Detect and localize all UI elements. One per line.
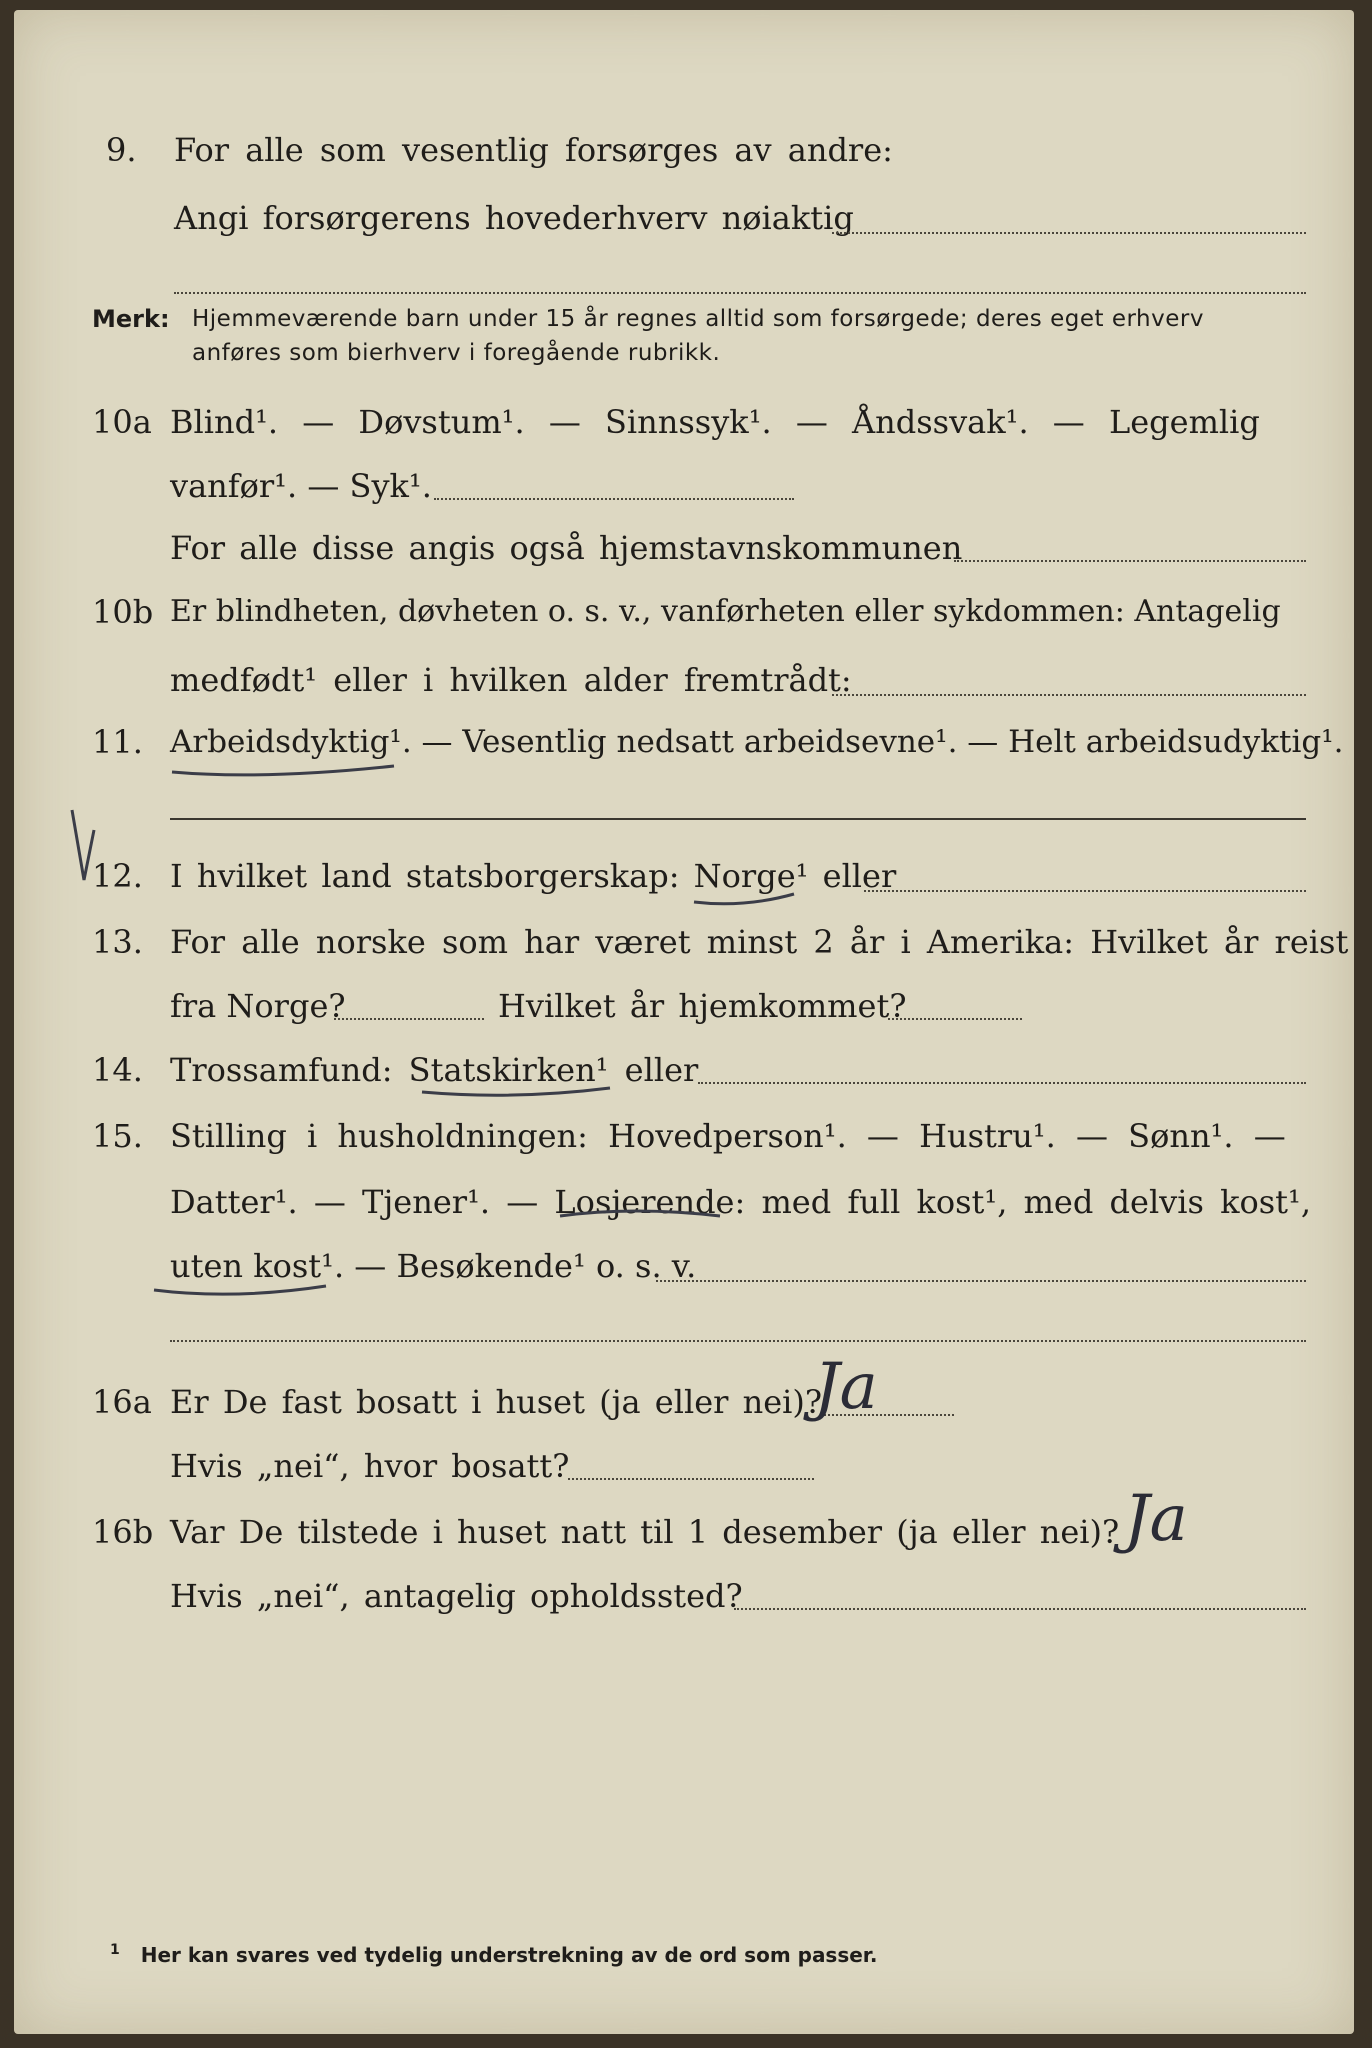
q14-number: 14. bbox=[92, 1051, 143, 1089]
underline-statskirken bbox=[422, 1088, 610, 1095]
q10a-text-line2: vanfør¹. — Syk¹. bbox=[170, 467, 432, 505]
q10b-number: 10b bbox=[92, 593, 154, 631]
q13-text-line2a: fra Norge? bbox=[170, 987, 346, 1025]
q9-text-line2: Angi forsørgerens hovederhverv nøiaktig bbox=[174, 199, 854, 237]
underline-losjerende bbox=[560, 1211, 720, 1216]
q15-text-line3: uten kost¹. — Besøkende¹ o. s. v. bbox=[170, 1247, 697, 1285]
q16a-number: 16a bbox=[92, 1383, 152, 1421]
q16b-number: 16b bbox=[92, 1513, 154, 1551]
q11-text-line1: Arbeidsdyktig¹. — Vesentlig nedsatt arbeidsevne¹. — Helt arbeidsudyktig¹. bbox=[170, 724, 1344, 760]
q10a-text-line1: Blind¹. — Døvstum¹. — Sinnssyk¹. — Åndssvak¹. — Legemlig bbox=[170, 403, 1260, 441]
merk-text-line2: anføres som bierhverv i foregående rubrikk. bbox=[192, 340, 721, 366]
q15-text-line2: Datter¹. — Tjener¹. — Losjerende: med full kost¹, med delvis kost¹, bbox=[170, 1183, 1312, 1221]
underline-uten-kost bbox=[154, 1286, 326, 1294]
q9-number: 9. bbox=[106, 131, 137, 169]
q9-text-line1: For alle som vesentlig forsørges av andre: bbox=[174, 131, 893, 169]
q13-text-line1: For alle norske som har været minst 2 år i Amerika: Hvilket år reist bbox=[170, 923, 1349, 961]
merk-text-line1: Hjemmeværende barn under 15 år regnes alltid som forsørgede; deres eget erhverv bbox=[192, 306, 1204, 332]
q16a-text-line1: Er De fast bosatt i huset (ja eller nei)? bbox=[170, 1383, 823, 1421]
census-form-page bbox=[14, 10, 1354, 2034]
q10a-text-line3: For alle disse angis også hjemstavnskommunen bbox=[170, 529, 963, 567]
q12-text-line1: I hvilket land statsborgerskap: Norge¹ eller bbox=[170, 857, 897, 895]
q15-text-line1: Stilling i husholdningen: Hovedperson¹. — Hustru¹. — Sønn¹. — bbox=[170, 1117, 1286, 1155]
q16b-handwritten-answer: Ja bbox=[1124, 1482, 1188, 1556]
q11-number: 11. bbox=[92, 723, 143, 761]
underline-arbeidsdyktig bbox=[172, 766, 394, 775]
q16a-handwritten-answer: Ja bbox=[814, 1350, 878, 1424]
q15-number: 15. bbox=[92, 1117, 143, 1155]
footnote-mark: 1 bbox=[110, 1942, 120, 1958]
q13-text-line2b: Hvilket år hjemkommet? bbox=[498, 987, 907, 1025]
q14-text-line1: Trossamfund: Statskirken¹ eller bbox=[170, 1051, 699, 1089]
check-mark bbox=[72, 810, 94, 880]
q10a-number: 10a bbox=[92, 403, 152, 441]
q16a-text-line2: Hvis „nei“, hvor bosatt? bbox=[170, 1447, 570, 1485]
merk-label: Merk: bbox=[92, 305, 170, 333]
q13-number: 13. bbox=[92, 923, 143, 961]
q12-number: 12. bbox=[92, 857, 143, 895]
q16b-text-line2: Hvis „nei“, antagelig opholdssted? bbox=[170, 1577, 743, 1615]
q10b-text-line2: medfødt¹ eller i hvilken alder fremtrådt: bbox=[170, 661, 852, 699]
footnote-text: Her kan svares ved tydelig understrekning av de ord som passer. bbox=[140, 1942, 878, 1967]
underline-norge bbox=[694, 894, 794, 904]
q16b-text-line1: Var De tilstede i huset natt til 1 desember (ja eller nei)? bbox=[170, 1513, 1120, 1551]
handwritten-marks bbox=[14, 10, 1354, 2034]
q10b-text-line1: Er blindheten, døvheten o. s. v., vanførheten eller sykdommen: Antagelig bbox=[170, 594, 1281, 629]
